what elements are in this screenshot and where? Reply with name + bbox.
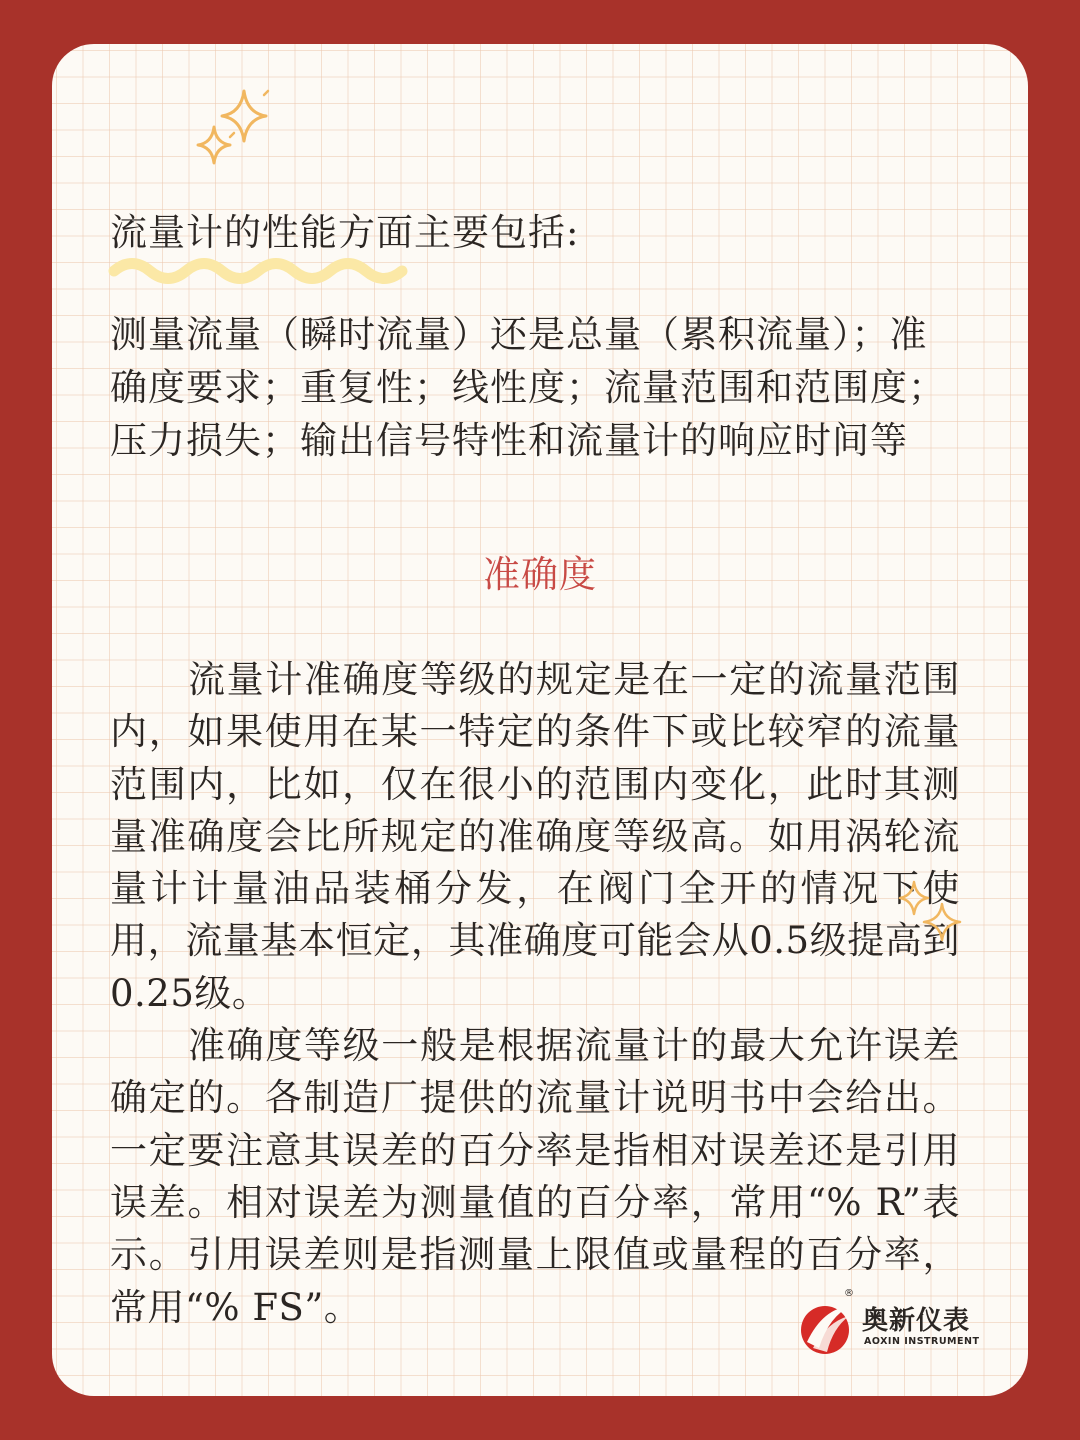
brand-logo [797, 1288, 997, 1364]
wavy-underline [108, 254, 408, 288]
page-heading: 流量计的性能方面主要包括: [110, 211, 580, 254]
brand-name: 奥新仪表 [862, 1306, 971, 1336]
sparkle-icon [192, 89, 282, 179]
section-title: 准确度 [483, 553, 597, 596]
registered-mark: ® [844, 1288, 854, 1299]
section-body [110, 654, 960, 1334]
body-paragraph: 流量计准确度等级的规定是在一定的流量范围内，如果使用在某一特定的条件下或比较窄的流量范围内，比如，仅在很小的范围内变化，此时其测量准确度会比所规定的准确度等级高。如用涡轮流量计计量油品装桶分发，在阀门全开的情况下使用，流量基本恒定，其准确度可能会从0.5级提高到0.25级。 [110, 658, 960, 1015]
sparkle-icon [894, 880, 966, 942]
body-paragraph: 准确度等级一般是根据流量计的最大允许误差确定的。各制造厂提供的流量计说明书中会给出。一定要注意其误差的百分率是指相对误差还是引用误差。相对误差为测量值的百分率，常用“% R”表示。引用误差则是指测量上限值或量程的百分率，常用“% FS”。 [110, 1024, 960, 1329]
content-card [52, 44, 1028, 1396]
brand-name-english: AOXIN INSTRUMENT [864, 1336, 980, 1347]
brand-mark-icon [797, 1298, 857, 1358]
intro-text: 测量流量（瞬时流量）还是总量（累积流量）；准确度要求；重复性；线性度；流量范围和范围度；压力损失；输出信号特性和流量计的响应时间等 [110, 313, 946, 462]
